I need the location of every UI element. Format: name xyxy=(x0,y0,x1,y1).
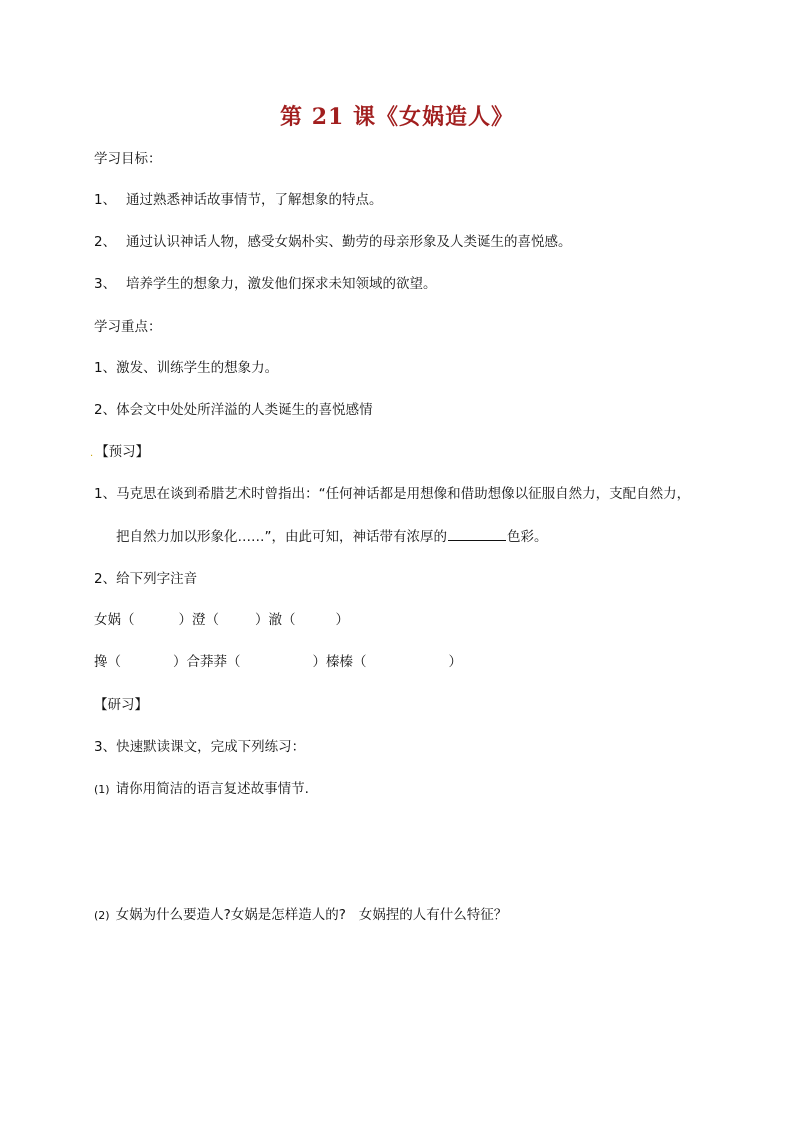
objective-num: 3、 xyxy=(94,276,117,292)
phonetic-row-2 xyxy=(94,653,462,671)
sub-question-num: (2) xyxy=(94,909,110,922)
phonetic-cell: ）合莽莽（ xyxy=(173,654,241,670)
phonetic-row-1 xyxy=(94,611,349,629)
preview-heading xyxy=(90,443,149,463)
study-question-3: 3、快速默读课文，完成下列练习： xyxy=(94,739,306,755)
objective-num: 1、 xyxy=(94,192,117,208)
study-heading: 【研习】 xyxy=(94,697,148,713)
phonetic-cell: ） xyxy=(335,612,349,628)
objective-text: 通过熟悉神话故事情节，了解想象的特点。 xyxy=(126,192,383,208)
phonetic-cell: 搀（ xyxy=(94,654,121,670)
q1-text-a: 把自然力加以形象化……”，由此可知，神话带有浓厚的 xyxy=(116,529,447,545)
objective-text: 培养学生的想象力，激发他们探求未知领域的欲望。 xyxy=(126,276,437,292)
preview-question-1-line-1: 1、马克思在谈到希腊艺术时曾指出：“任何神话都是用想像和借助想像以征服自然力，支配自然力， xyxy=(94,486,691,502)
sub-question-num: (1) xyxy=(94,783,110,796)
study-sub-question-2 xyxy=(94,906,507,925)
objective-text: 通过认识神话人物，感受女娲朴实、勤劳的母亲形象及人类诞生的喜悦感。 xyxy=(126,234,572,250)
preview-question-2: 2、给下列字注音 xyxy=(94,571,198,587)
phonetic-cell: 女娲（ xyxy=(94,612,135,628)
phonetic-cell: ） xyxy=(448,654,462,670)
phonetic-cell: ）榛榛（ xyxy=(312,654,367,670)
page-title: 第 21 课《女娲造人》 xyxy=(280,104,514,130)
q1-text-b: 色彩。 xyxy=(507,529,548,545)
preview-heading-text: 【预习】 xyxy=(95,444,150,460)
bullet-dot: . xyxy=(90,448,94,459)
key-point-item-2: 2、体会文中处处所洋溢的人类诞生的喜悦感情 xyxy=(94,402,373,418)
phonetic-cell: ）澈（ xyxy=(255,612,296,628)
sub-question-text: 请你用简洁的语言复述故事情节. xyxy=(115,781,309,797)
objective-item-3 xyxy=(94,275,437,293)
objective-num: 2、 xyxy=(94,234,117,250)
study-sub-question-1 xyxy=(94,780,309,799)
sub-question-text: 女娲为什么要造人?女娲是怎样造人的? 女娲捏的人有什么特征？ xyxy=(115,907,508,923)
objective-item-2 xyxy=(94,233,572,251)
fill-blank[interactable] xyxy=(448,527,506,541)
objectives-heading: 学习目标： xyxy=(94,151,162,167)
objective-item-1 xyxy=(94,191,383,209)
preview-question-1-line-2 xyxy=(116,527,548,546)
key-points-heading: 学习重点： xyxy=(94,319,162,335)
key-point-item-1: 1、激发、训练学生的想象力。 xyxy=(94,360,279,376)
phonetic-cell: ）澄（ xyxy=(178,612,219,628)
